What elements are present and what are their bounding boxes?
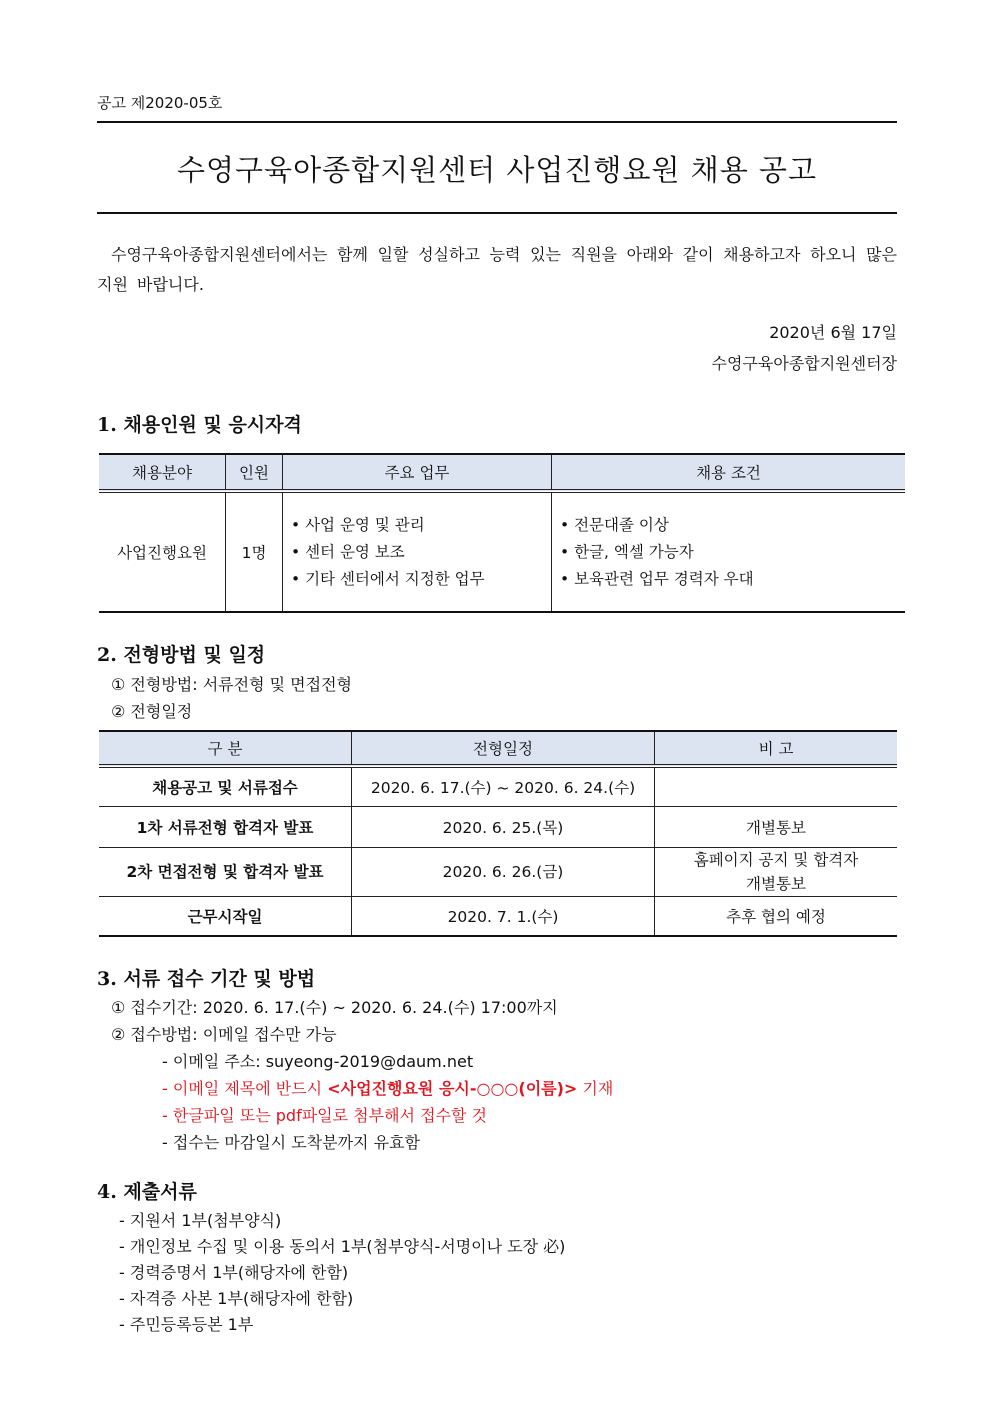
stage-name: 2차 면접전형 및 합격자 발표 xyxy=(99,848,352,897)
table-row xyxy=(99,848,897,897)
header-category: 구 분 xyxy=(99,731,352,766)
stage-date: 2020. 6. 17.(수) ~ 2020. 6. 24.(수) xyxy=(352,766,655,807)
stage-note xyxy=(655,766,898,807)
list-item: - 주민등록등본 1부 xyxy=(119,1315,254,1334)
title-rule xyxy=(97,212,897,214)
recruit-table xyxy=(99,453,905,613)
signer: 수영구육아종합지원센터장 xyxy=(711,354,897,373)
duty-item: • 기타 센터에서 지정한 업무 xyxy=(291,566,551,593)
list-item: - 개인정보 수집 및 이용 동의서 1부(첨부양식-서명이나 도장 必) xyxy=(119,1237,566,1256)
stage-date: 2020. 6. 25.(목) xyxy=(352,807,655,848)
stage-name: 채용공고 및 서류접수 xyxy=(99,766,352,807)
stage-note: 개별통보 xyxy=(655,807,898,848)
list-item: - 지원서 1부(첨부양식) xyxy=(119,1211,282,1230)
section3-title: 3. 서류 접수 기간 및 방법 xyxy=(97,968,316,990)
header-duties: 주요 업무 xyxy=(283,454,552,491)
stage-name: 근무시작일 xyxy=(99,897,352,937)
duty-item: • 사업 운영 및 관리 xyxy=(291,512,551,539)
schedule-table xyxy=(99,730,897,937)
application-method: ② 접수방법: 이메일 접수만 가능 xyxy=(111,1025,337,1044)
application-period: ① 접수기간: 2020. 6. 17.(수) ~ 2020. 6. 24.(수) 17:00까지 xyxy=(111,998,558,1017)
selection-method: ① 전형방법: 서류전형 및 면접전형 xyxy=(111,675,353,694)
field-cell: 사업진행요원 xyxy=(99,491,226,612)
email-address: - 이메일 주소: suyeong-2019@daum.net xyxy=(162,1052,474,1071)
section1-title: 1. 채용인원 및 응시자격 xyxy=(97,414,302,436)
stage-note: 추후 협의 예정 xyxy=(655,897,898,937)
table-row xyxy=(99,766,897,807)
header-conditions: 채용 조건 xyxy=(552,454,906,491)
stage-name: 1차 서류전형 합격자 발표 xyxy=(99,807,352,848)
top-rule xyxy=(97,121,897,123)
subject-suffix: 기재 xyxy=(577,1079,614,1098)
header-schedule: 전형일정 xyxy=(352,731,655,766)
table-row xyxy=(99,897,897,937)
header-count: 인원 xyxy=(226,454,283,491)
schedule-label: ② 전형일정 xyxy=(111,702,193,721)
intro-paragraph xyxy=(97,240,897,300)
duties-cell xyxy=(283,491,552,612)
header-note: 비 고 xyxy=(655,731,898,766)
intro-text: 수영구육아종합지원센터에서는 함께 일할 성실하고 능력 있는 직원을 아래와 같이 채용하고자 하오니 많은 지원 바랍니다. xyxy=(97,245,897,294)
email-subject-rule xyxy=(162,1076,613,1099)
notice-number: 공고 제2020-05호 xyxy=(97,94,223,112)
stage-date: 2020. 6. 26.(금) xyxy=(352,848,655,897)
list-item: - 자격증 사본 1부(해당자에 한함) xyxy=(119,1289,354,1308)
stage-date: 2020. 7. 1.(수) xyxy=(352,897,655,937)
stage-note-line2: 개별통보 xyxy=(746,875,806,893)
validity-note: - 접수는 마감일시 도착분까지 유효함 xyxy=(162,1133,420,1152)
condition-item: • 보육관련 업무 경력자 우대 xyxy=(560,566,905,593)
document-title: 수영구육아종합지원센터 사업진행요원 채용 공고 xyxy=(177,153,817,187)
section2-title: 2. 전형방법 및 일정 xyxy=(97,644,266,666)
subject-prefix: - 이메일 제목에 반드시 xyxy=(162,1079,328,1098)
announce-date: 2020년 6월 17일 xyxy=(769,323,897,342)
stage-note xyxy=(655,848,898,897)
recruit-table-row xyxy=(99,491,905,612)
list-item: - 경력증명서 1부(해당자에 한함) xyxy=(119,1263,349,1282)
file-format-note: - 한글파일 또는 pdf파일로 첨부해서 접수할 것 xyxy=(162,1106,487,1125)
count-cell: 1명 xyxy=(226,491,283,612)
header-field: 채용분야 xyxy=(99,454,226,491)
stage-note-line1: 홈페이지 공지 및 합격자 xyxy=(693,851,859,869)
condition-item: • 전문대졸 이상 xyxy=(560,512,905,539)
schedule-table-header xyxy=(99,731,897,766)
conditions-cell xyxy=(552,491,906,612)
duty-item: • 센터 운영 보조 xyxy=(291,539,551,566)
table-row xyxy=(99,807,897,848)
condition-item: • 한글, 엑셀 가능자 xyxy=(560,539,905,566)
recruit-table-header xyxy=(99,454,905,491)
section4-title: 4. 제출서류 xyxy=(97,1181,197,1203)
subject-format: <사업진행요원 응시-○○○(이름)> xyxy=(327,1079,578,1098)
